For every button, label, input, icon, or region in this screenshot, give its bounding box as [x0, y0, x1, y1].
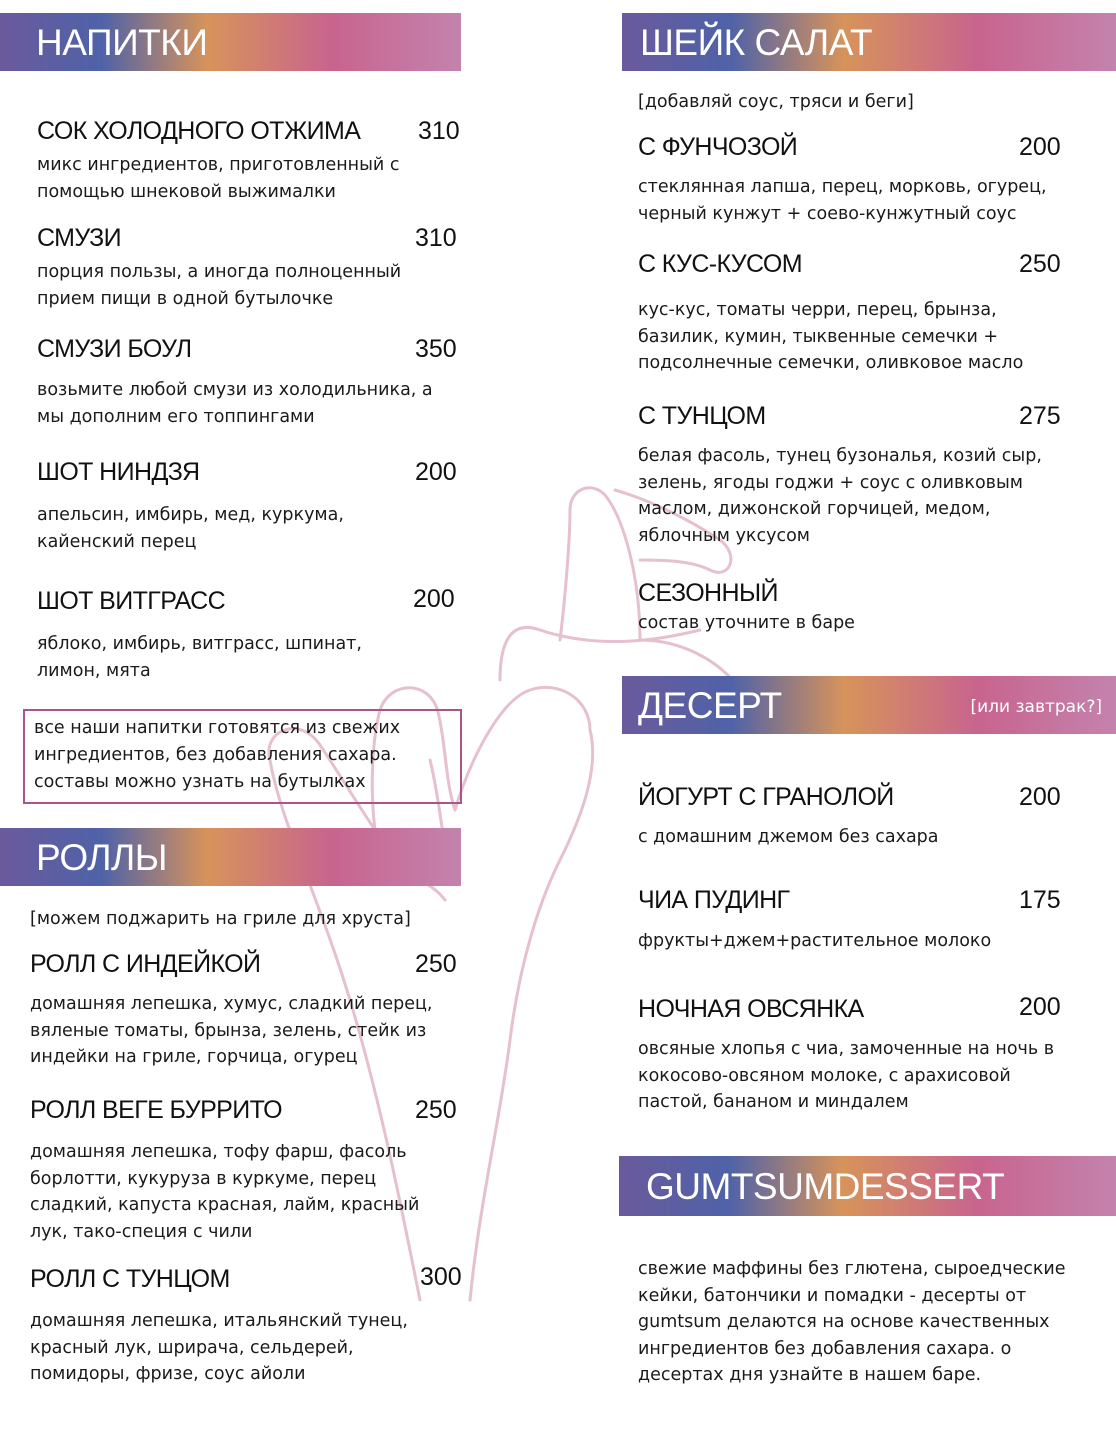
menu-item-description: состав уточните в баре [638, 613, 855, 633]
dessert-section-subtitle: [или завтрак?] [970, 697, 1102, 717]
menu-item-description: домашняя лепешка, хумус, сладкий перец, вяленые томаты, брынза, зелень, стейк из индейки на гриле, горчица, огурец [30, 994, 433, 1067]
menu-item-name: СМУЗИ [37, 224, 121, 252]
rolls-section-header [0, 828, 461, 886]
menu-item-name: СЕЗОННЫЙ [638, 579, 778, 607]
rolls-note: [можем поджарить на гриле для хруста] [30, 909, 411, 929]
menu-item-name: НОЧНАЯ ОВСЯНКА [638, 995, 864, 1023]
menu-item-price: 200 [1019, 133, 1061, 161]
gumtsum-description: свежие маффины без глютена, сыроедческие кейки, батончики и помадки - десерты от gumtsum делаются на основе качественных ингредиентов без добавления сахара. о десертах дня узнайте в нашем баре. [638, 1259, 1066, 1385]
menu-item-name: С КУС-КУСОМ [638, 250, 803, 278]
menu-item-description: фрукты+джем+растительное молоко [638, 931, 992, 951]
menu-item-description: домашняя лепешка, итальянский тунец, красный лук, шрирача, сельдерей, помидоры, фризе, соус айоли [30, 1311, 408, 1384]
menu-item-name: РОЛЛ С ИНДЕЙКОЙ [30, 950, 261, 978]
drinks-section-title: НАПИТКИ [36, 22, 208, 63]
drinks-section-header [0, 13, 461, 71]
menu-item-description: овсяные хлопья с чиа, замоченные на ночь в кокосово-овсяном молоке, с арахисовой пастой, бананом и миндалем [638, 1039, 1055, 1112]
drinks-notice-box [23, 709, 462, 804]
menu-item-price: 250 [1019, 250, 1061, 278]
salads-note: [добавляй соус, тряси и беги] [638, 92, 914, 112]
dessert-section-title: ДЕСЕРТ [638, 685, 782, 726]
menu-item-price: 310 [418, 117, 460, 145]
salads-section-title: ШЕЙК САЛАТ [640, 22, 873, 63]
menu-item-name: РОЛЛ С ТУНЦОМ [30, 1265, 230, 1293]
menu-item-price: 200 [1019, 993, 1061, 1021]
menu-item-price: 250 [415, 1096, 457, 1124]
menu-item-name: ЙОГУРТ С ГРАНОЛОЙ [638, 783, 894, 811]
gumtsum-section-title: GUMTSUMDESSERT [646, 1166, 1005, 1207]
menu-item-description: с домашним джемом без сахара [638, 827, 939, 847]
menu-item-name: ШОТ НИНДЗЯ [37, 458, 200, 486]
menu-item-price: 200 [1019, 783, 1061, 811]
drinks-notice-text: все наши напитки готовятся из свежих ингредиентов, без добавления сахара. составы можно узнать на бутылках [34, 718, 401, 792]
menu-item-name: С ТУНЦОМ [638, 402, 766, 430]
menu-item-price: 200 [413, 585, 455, 613]
salads-section-header [622, 13, 1116, 71]
gumtsum-section-header [619, 1156, 1116, 1216]
menu-item-description: микс ингредиентов, приготовленный с помощью шнековой выжималки [37, 155, 400, 202]
menu-item-name: СМУЗИ БОУЛ [37, 335, 192, 363]
menu-item-price: 300 [420, 1263, 462, 1291]
menu-item-description: апельсин, имбирь, мед, куркума, кайенский перец [37, 505, 344, 552]
menu-item-description: домашняя лепешка, тофу фарш, фасоль борлотти, кукуруза в куркуме, перец сладкий, капуста красная, лайм, красный лук, тако-специя с чили [30, 1142, 420, 1242]
menu-item-description: яблоко, имбирь, витграсс, шпинат, лимон, мята [37, 634, 362, 681]
dessert-section-header [622, 676, 1116, 734]
menu-item-price: 175 [1019, 886, 1061, 914]
menu-item-name: ЧИА ПУДИНГ [638, 886, 790, 914]
menu-item-name: С ФУНЧОЗОЙ [638, 133, 798, 161]
menu-item-description: возьмите любой смузи из холодильника, а мы дополним его топпингами [37, 380, 433, 427]
menu-item-name: ШОТ ВИТГРАСС [37, 587, 226, 615]
menu-item-description: кус-кус, томаты черри, перец, брынза, базилик, кумин, тыквенные семечки + подсолнечные семечки, оливковое масло [638, 300, 1024, 373]
menu-item-price: 250 [415, 950, 457, 978]
menu-item-name: СОК ХОЛОДНОГО ОТЖИМА [37, 117, 361, 145]
rolls-section-title: РОЛЛЫ [36, 837, 168, 878]
menu-item-price: 350 [415, 335, 457, 363]
menu-item-price: 275 [1019, 402, 1061, 430]
menu-item-price: 310 [415, 224, 457, 252]
menu-item-description: стеклянная лапша, перец, морковь, огурец, черный кунжут + соево-кунжутный соус [638, 177, 1047, 224]
menu-item-price: 200 [415, 458, 457, 486]
menu-item-description: порция пользы, а иногда полноценный прием пищи в одной бутылочке [37, 262, 402, 309]
menu-item-name: РОЛЛ ВЕГЕ БУРРИТО [30, 1096, 282, 1124]
menu-item-description: белая фасоль, тунец бузональя, козий сыр, зелень, ягоды годжи + соус с оливковым маслом, дижонской горчицей, медом, яблочным уксусом [638, 446, 1042, 546]
